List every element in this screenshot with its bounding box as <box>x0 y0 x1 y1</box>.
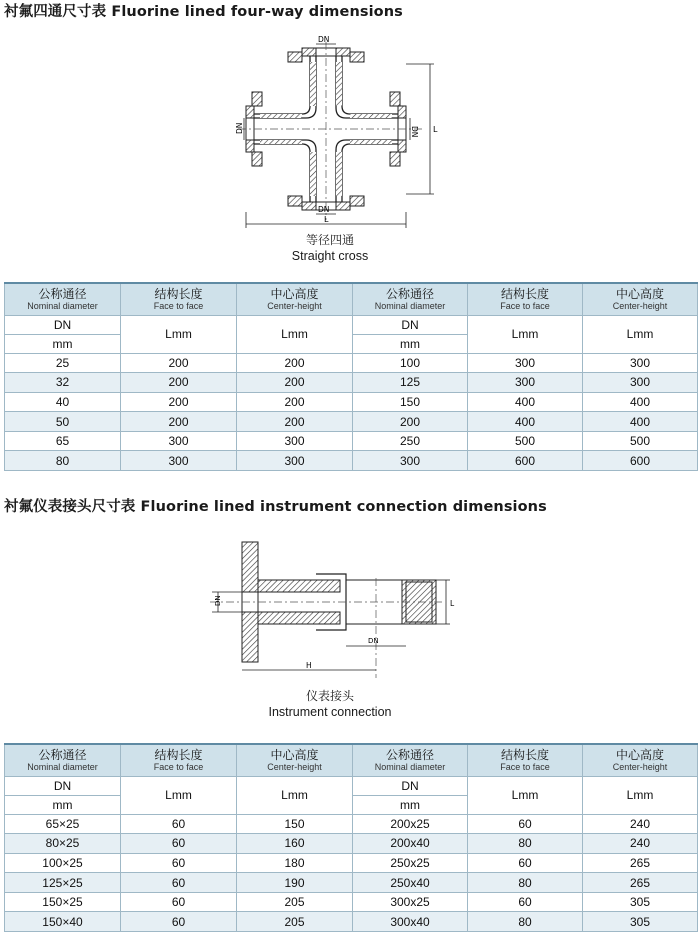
table-cell: 400 <box>468 412 583 432</box>
table-cell: 200 <box>353 412 468 432</box>
table-cell: 200 <box>121 353 237 373</box>
table-cell: 200 <box>237 412 353 432</box>
table-cell: 125 <box>353 373 468 393</box>
four-way-dimension-table <box>4 282 698 471</box>
caption-zh: 等径四通 <box>305 233 354 247</box>
table-cell: 80 <box>468 873 583 893</box>
dn-bottom-label: DN <box>368 637 379 645</box>
table-cell: 150 <box>237 814 353 834</box>
unit-mm: mm <box>5 795 121 814</box>
table-cell: 300 <box>121 431 237 451</box>
table-cell: 205 <box>237 912 353 932</box>
table-row <box>5 853 698 873</box>
table-cell: 300 <box>583 353 698 373</box>
unit-lmm: Lmm <box>583 315 698 353</box>
header-face-to-face: 结构长度 Face to face <box>121 283 237 315</box>
table-cell: 500 <box>468 431 583 451</box>
table-cell: 200 <box>121 373 237 393</box>
table-cell: 500 <box>583 431 698 451</box>
table-cell: 60 <box>121 834 237 854</box>
table-cell: 80×25 <box>5 834 121 854</box>
table-cell: 250 <box>353 431 468 451</box>
header-nominal-diameter: 公称通径 Nominal diameter <box>5 283 121 315</box>
table-cell: 250x40 <box>353 873 468 893</box>
table-cell: 40 <box>5 392 121 412</box>
unit-dn: DN <box>5 776 121 795</box>
table-cell: 300 <box>468 373 583 393</box>
header-center-height: 中心高度 Center-height <box>583 744 698 776</box>
table-cell: 305 <box>583 912 698 932</box>
unit-lmm: Lmm <box>468 315 583 353</box>
table-row <box>5 451 698 471</box>
header-center-height: 中心高度 Center-height <box>237 283 353 315</box>
table-cell: 300 <box>237 431 353 451</box>
table-cell: 100 <box>353 353 468 373</box>
table-row <box>5 373 698 393</box>
header-nominal-diameter: 公称通径 Nominal diameter <box>5 744 121 776</box>
table-cell: 60 <box>121 873 237 893</box>
dn-right-label: DN <box>410 126 419 138</box>
header-nominal-diameter: 公称通径 Nominal diameter <box>353 283 468 315</box>
header-center-height: 中心高度 Center-height <box>237 744 353 776</box>
dn-top-label: DN <box>318 35 330 44</box>
instrument-connection-dimension-table <box>4 743 698 932</box>
dn-bottom-label: DN <box>318 205 330 214</box>
table-cell: 60 <box>121 814 237 834</box>
table-row <box>5 412 698 432</box>
table-cell: 60 <box>468 892 583 912</box>
header-nominal-diameter: 公称通径 Nominal diameter <box>353 744 468 776</box>
table-row <box>5 834 698 854</box>
table-cell: 300 <box>237 451 353 471</box>
table-cell: 125×25 <box>5 873 121 893</box>
unit-lmm: Lmm <box>583 776 698 814</box>
table-cell: 32 <box>5 373 121 393</box>
table-cell: 150 <box>353 392 468 412</box>
table-cell: 250x25 <box>353 853 468 873</box>
table-cell: 600 <box>468 451 583 471</box>
table-row <box>5 814 698 834</box>
header-face-to-face: 结构长度 Face to face <box>468 283 583 315</box>
table-cell: 200x40 <box>353 834 468 854</box>
table-cell: 25 <box>5 353 121 373</box>
table-cell: 300x40 <box>353 912 468 932</box>
table-cell: 400 <box>583 412 698 432</box>
table-cell: 300 <box>468 353 583 373</box>
table-cell: 305 <box>583 892 698 912</box>
table-cell: 265 <box>583 853 698 873</box>
unit-lmm: Lmm <box>237 776 353 814</box>
unit-dn: DN <box>353 776 468 795</box>
table-cell: 200 <box>121 392 237 412</box>
table-cell: 300 <box>121 451 237 471</box>
dn-left-label: DN <box>235 122 244 134</box>
caption-en: Straight cross <box>291 249 369 263</box>
table-cell: 60 <box>121 892 237 912</box>
table-cell: 50 <box>5 412 121 432</box>
table-cell: 80 <box>5 451 121 471</box>
table-cell: 150×25 <box>5 892 121 912</box>
table-cell: 300x25 <box>353 892 468 912</box>
header-face-to-face: 结构长度 Face to face <box>468 744 583 776</box>
table-cell: 400 <box>583 392 698 412</box>
table-row <box>5 353 698 373</box>
dn-left-label: DN <box>214 595 222 606</box>
unit-lmm: Lmm <box>121 315 237 353</box>
unit-mm: mm <box>353 334 468 353</box>
table-cell: 300 <box>583 373 698 393</box>
table-cell: 200x25 <box>353 814 468 834</box>
unit-lmm: Lmm <box>121 776 237 814</box>
caption-zh: 仪表接头 <box>305 689 354 703</box>
table-cell: 100×25 <box>5 853 121 873</box>
instrument-connection-drawing <box>206 538 462 680</box>
table-cell: 600 <box>583 451 698 471</box>
table-cell: 150×40 <box>5 912 121 932</box>
unit-dn: DN <box>5 315 121 334</box>
table-cell: 60 <box>121 912 237 932</box>
unit-mm: mm <box>5 334 121 353</box>
header-face-to-face: 结构长度 Face to face <box>121 744 237 776</box>
table-cell: 200 <box>237 353 353 373</box>
table-cell: 180 <box>237 853 353 873</box>
table-row <box>5 431 698 451</box>
table-cell: 60 <box>121 853 237 873</box>
l-label: L <box>450 599 455 608</box>
straight-cross-drawing <box>232 34 444 230</box>
table-cell: 80 <box>468 912 583 932</box>
figure-caption-instrument <box>250 689 410 720</box>
table-cell: 300 <box>353 451 468 471</box>
unit-mm: mm <box>353 795 468 814</box>
table-cell: 200 <box>237 373 353 393</box>
header-center-height: 中心高度 Center-height <box>583 283 698 315</box>
unit-lmm: Lmm <box>468 776 583 814</box>
table-row <box>5 392 698 412</box>
table-cell: 190 <box>237 873 353 893</box>
table-cell: 60 <box>468 853 583 873</box>
table-cell: 65×25 <box>5 814 121 834</box>
h-label: H <box>306 661 312 670</box>
table-row <box>5 873 698 893</box>
unit-dn: DN <box>353 315 468 334</box>
caption-en: Instrument connection <box>268 705 392 719</box>
l-bottom-label: L <box>324 215 329 224</box>
table-cell: 400 <box>468 392 583 412</box>
section-title-instrument-connection: 衬氟仪表接头尺寸表 Fluorine lined instrument connection dimensions <box>4 499 547 515</box>
unit-lmm: Lmm <box>237 315 353 353</box>
table-cell: 240 <box>583 814 698 834</box>
table-cell: 205 <box>237 892 353 912</box>
table-row <box>5 892 698 912</box>
section-title-four-way: 衬氟四通尺寸表 Fluorine lined four-way dimensions <box>4 4 403 20</box>
table-cell: 265 <box>583 873 698 893</box>
table-cell: 60 <box>468 814 583 834</box>
figure-caption-cross <box>250 233 410 264</box>
l-right-label: L <box>433 125 438 134</box>
table-cell: 160 <box>237 834 353 854</box>
table-cell: 200 <box>237 392 353 412</box>
table-cell: 80 <box>468 834 583 854</box>
table-row <box>5 912 698 932</box>
table-cell: 65 <box>5 431 121 451</box>
table-cell: 200 <box>121 412 237 432</box>
table-cell: 240 <box>583 834 698 854</box>
